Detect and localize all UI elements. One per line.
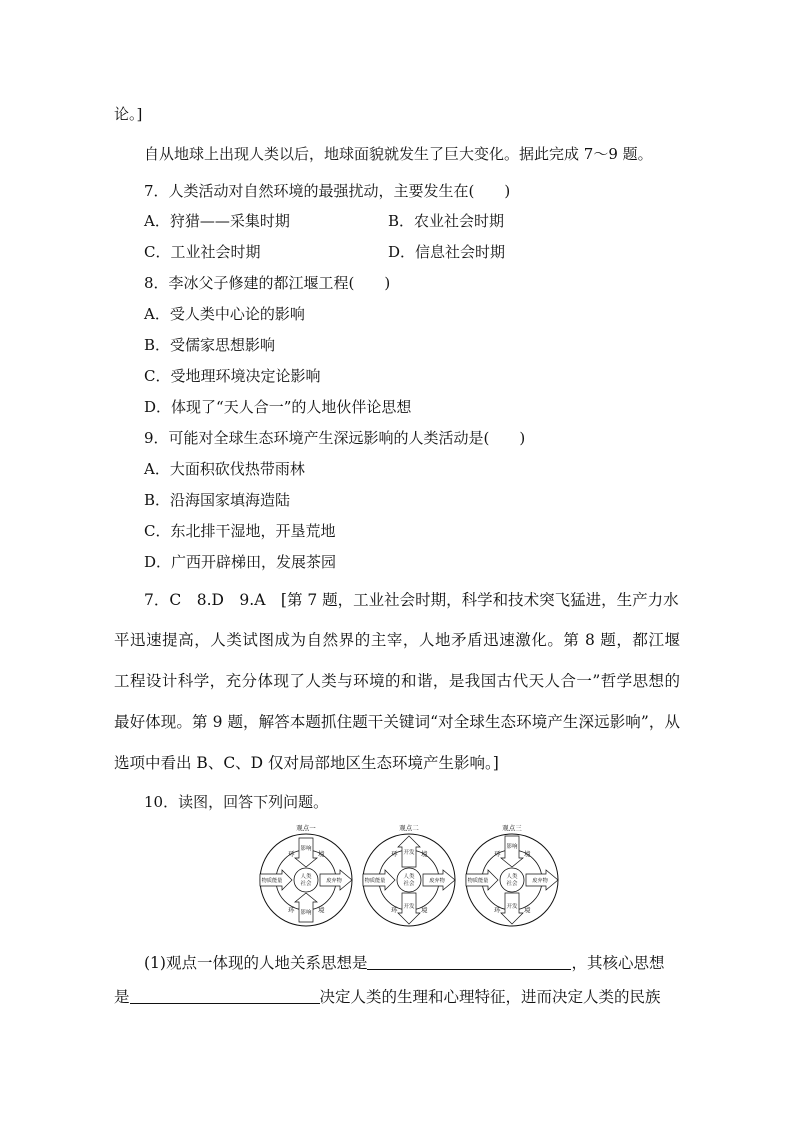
answer-line-5: 选项中看出 B、C、D 仅对局部地区生态环境产生影响。]	[114, 754, 499, 772]
view-three-label: 观点三	[502, 824, 522, 832]
env-label-top-right: 境	[318, 850, 325, 858]
q10-sub1-suffix: ，其核心思想	[571, 954, 665, 972]
human-label: 人类	[403, 874, 415, 880]
q10-stem: 10．读图，回答下列问题。	[144, 793, 329, 811]
society-label: 社会	[300, 881, 312, 887]
q10-sub1-line2	[114, 987, 661, 1007]
env-label-bottom-right: 境	[318, 906, 325, 914]
q7-option-a: A．狩猎——采集时期	[144, 212, 290, 230]
answer-line-3: 工程设计科学，充分体现了人类与环境的和谐，是我国古代天人合一”哲学思想的	[114, 672, 680, 690]
env-label-bottom-right: 境	[524, 906, 531, 914]
energy-label: 物质能量	[364, 878, 386, 884]
q10-sub1-line2-prefix: 是	[114, 988, 130, 1006]
q9-option-d: D．广西开辟梯田，发展茶园	[144, 553, 337, 571]
human-label: 人类	[300, 874, 312, 880]
answer-blank-1[interactable]	[367, 953, 571, 970]
intro-paragraph: 自从地球上出现人类以后，地球面貌就发生了巨大变化。据此完成 7～9 题。	[144, 145, 653, 163]
q8-option-c: C．受地理环境决定论影响	[144, 367, 321, 385]
q8-stem: 8．李冰父子修建的都江堰工程( )	[144, 274, 391, 292]
view-two-label: 观点二	[399, 824, 419, 832]
view-three-panel	[466, 823, 558, 926]
waste-label: 废弃物	[326, 878, 342, 884]
develop-label-bottom: 开发	[506, 904, 518, 910]
view-one-panel	[260, 823, 352, 926]
q9-stem: 9．可能对全球生态环境产生深远影响的人类活动是( )	[144, 429, 526, 447]
society-label: 社会	[506, 881, 518, 887]
q9-option-b: B．沿海国家填海造陆	[144, 491, 291, 509]
q10-sub1-prefix: (1)观点一体现的人地关系思想是	[144, 954, 368, 972]
q10-sub1-line1	[144, 953, 664, 973]
influence-label-top: 影响	[300, 846, 312, 852]
q7-stem: 7．人类活动对自然环境的最强扰动，主要发生在( )	[144, 182, 511, 200]
q8-option-d: D．体现了“天人合一”的人地伙伴论思想	[144, 398, 412, 416]
influence-label-top: 影响	[506, 844, 518, 850]
energy-label: 物质能量	[467, 878, 489, 884]
energy-label: 物质能量	[261, 878, 283, 884]
q7-option-b: B．农业社会时期	[388, 212, 505, 230]
answer-line-1: 7．C 8.D 9.A [第 7 题，工业社会时期，科学和技术突飞猛进，生产力水	[144, 591, 679, 609]
develop-label-top: 开发	[403, 850, 415, 856]
q7-option-c: C．工业社会时期	[144, 243, 261, 261]
society-label: 社会	[403, 881, 415, 887]
q8-option-a: A．受人类中心论的影响	[144, 305, 305, 323]
human-land-relationship-figure	[258, 822, 562, 938]
answer-line-2: 平迅速提高，人类试图成为自然界的主宰，人地矛盾迅速激化。第 8 题，都江堰	[114, 631, 680, 649]
q7-option-d: D．信息社会时期	[388, 243, 506, 261]
env-label-bottom-right: 境	[421, 906, 428, 914]
continued-text: 论。]	[114, 105, 143, 123]
q9-option-c: C．东北排干湿地，开垦荒地	[144, 522, 336, 540]
human-label: 人类	[506, 874, 518, 880]
env-label-top-right: 境	[421, 850, 428, 858]
view-one-label: 观点一	[296, 824, 316, 832]
env-label-top-left: 环	[494, 850, 501, 858]
q8-option-b: B．受儒家思想影响	[144, 336, 276, 354]
waste-label: 废弃物	[429, 878, 445, 884]
q10-sub1-line2-suffix: 决定人类的生理和心理特征，进而决定人类的民族	[319, 988, 661, 1006]
env-label-top-left: 环	[391, 850, 398, 858]
env-label-bottom-left: 环	[288, 906, 295, 914]
answer-line-4: 最好体现。第 9 题，解答本题抓住题干关键词“对全球生态环境产生深远影响”，从	[114, 713, 680, 731]
env-label-bottom-left: 环	[391, 906, 398, 914]
view-two-panel	[363, 823, 455, 926]
env-label-top-left: 环	[288, 850, 295, 858]
influence-label-bottom: 影响	[300, 910, 312, 916]
answer-blank-2[interactable]	[130, 987, 320, 1004]
q9-option-a: A．大面积砍伐热带雨林	[144, 460, 305, 478]
env-label-bottom-left: 环	[494, 906, 501, 914]
env-label-top-right: 境	[524, 850, 531, 858]
waste-label: 废弃物	[532, 878, 548, 884]
develop-label-bottom: 开发	[403, 904, 415, 910]
